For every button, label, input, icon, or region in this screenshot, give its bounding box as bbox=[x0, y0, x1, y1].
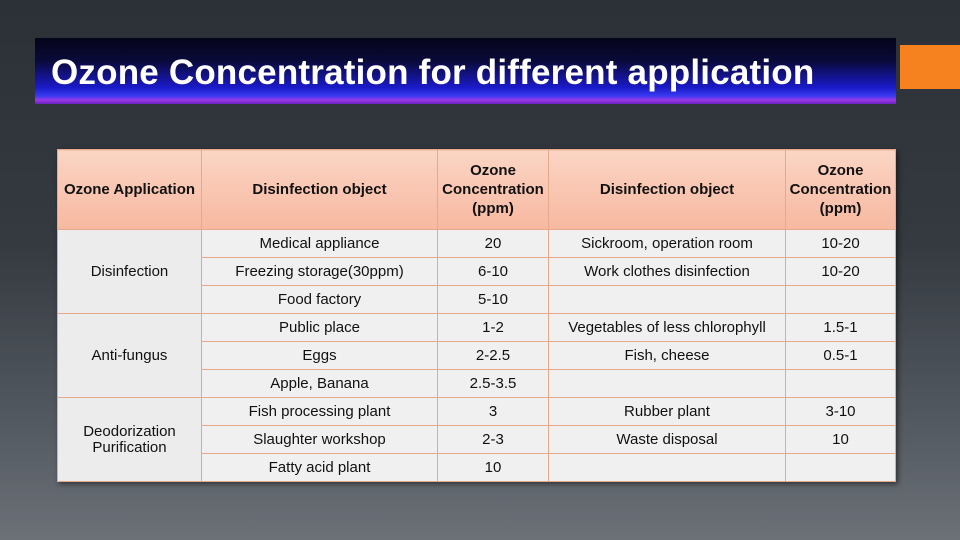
ozone-concentration-cell: 2.5-3.5 bbox=[438, 370, 549, 398]
ozone-concentration-table bbox=[57, 149, 896, 482]
disinfection-object-cell: Freezing storage(30ppm) bbox=[202, 258, 438, 286]
ozone-concentration-2-cell bbox=[786, 286, 896, 314]
header-ozone-concentration-2: Ozone Concentration (ppm) bbox=[786, 150, 896, 230]
ozone-concentration-cell: 2-2.5 bbox=[438, 342, 549, 370]
accent-block bbox=[900, 45, 960, 89]
disinfection-object-2-cell: Vegetables of less chlorophyll bbox=[549, 314, 786, 342]
table-row bbox=[58, 230, 896, 258]
disinfection-object-2-cell: Rubber plant bbox=[549, 398, 786, 426]
disinfection-object-cell: Eggs bbox=[202, 342, 438, 370]
disinfection-object-cell: Apple, Banana bbox=[202, 370, 438, 398]
header-ozone-application: Ozone Application bbox=[58, 150, 202, 230]
table-row bbox=[58, 314, 896, 342]
disinfection-object-cell: Fatty acid plant bbox=[202, 454, 438, 482]
disinfection-object-cell: Medical appliance bbox=[202, 230, 438, 258]
ozone-concentration-cell: 6-10 bbox=[438, 258, 549, 286]
ozone-concentration-2-cell: 3-10 bbox=[786, 398, 896, 426]
table-row bbox=[58, 398, 896, 426]
disinfection-object-cell: Public place bbox=[202, 314, 438, 342]
header-ozone-concentration-1: Ozone Concentration (ppm) bbox=[438, 150, 549, 230]
ozone-concentration-2-cell: 0.5-1 bbox=[786, 342, 896, 370]
ozone-concentration-cell: 5-10 bbox=[438, 286, 549, 314]
ozone-concentration-cell: 10 bbox=[438, 454, 549, 482]
ozone-concentration-2-cell: 10 bbox=[786, 426, 896, 454]
disinfection-object-cell: Slaughter workshop bbox=[202, 426, 438, 454]
application-group-cell: Anti-fungus bbox=[58, 314, 202, 398]
header-disinfection-object-2: Disinfection object bbox=[549, 150, 786, 230]
ozone-concentration-cell: 2-3 bbox=[438, 426, 549, 454]
disinfection-object-2-cell bbox=[549, 370, 786, 398]
disinfection-object-2-cell: Work clothes disinfection bbox=[549, 258, 786, 286]
ozone-concentration-2-cell: 1.5-1 bbox=[786, 314, 896, 342]
ozone-concentration-cell: 20 bbox=[438, 230, 549, 258]
ozone-concentration-cell: 3 bbox=[438, 398, 549, 426]
disinfection-object-2-cell: Waste disposal bbox=[549, 426, 786, 454]
ozone-concentration-2-cell bbox=[786, 454, 896, 482]
disinfection-object-2-cell bbox=[549, 454, 786, 482]
ozone-concentration-2-cell: 10-20 bbox=[786, 230, 896, 258]
disinfection-object-2-cell: Sickroom, operation room bbox=[549, 230, 786, 258]
title-bar bbox=[35, 38, 896, 104]
application-group-cell: Disinfection bbox=[58, 230, 202, 314]
header-row bbox=[58, 150, 896, 230]
ozone-concentration-2-cell: 10-20 bbox=[786, 258, 896, 286]
header-disinfection-object-1: Disinfection object bbox=[202, 150, 438, 230]
disinfection-object-2-cell bbox=[549, 286, 786, 314]
disinfection-object-2-cell: Fish, cheese bbox=[549, 342, 786, 370]
ozone-concentration-2-cell bbox=[786, 370, 896, 398]
application-group-cell: Deodorization Purification bbox=[58, 398, 202, 482]
ozone-concentration-cell: 1-2 bbox=[438, 314, 549, 342]
disinfection-object-cell: Fish processing plant bbox=[202, 398, 438, 426]
slide-title: Ozone Concentration for different application bbox=[51, 53, 815, 92]
disinfection-object-cell: Food factory bbox=[202, 286, 438, 314]
table-body bbox=[58, 230, 896, 482]
